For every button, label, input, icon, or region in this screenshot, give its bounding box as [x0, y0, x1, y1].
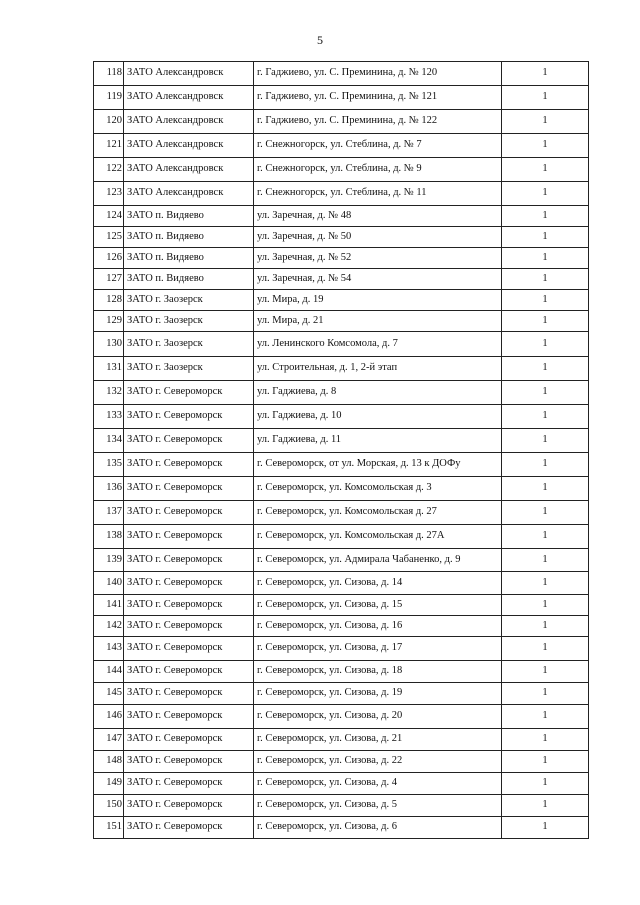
- organization-cell: ЗАТО г. Североморск: [124, 705, 254, 729]
- objects-table: [93, 61, 589, 839]
- quantity-cell: 1: [502, 269, 589, 290]
- quantity-cell: 1: [502, 549, 589, 572]
- row-number: 119: [94, 86, 124, 110]
- table-row: [94, 773, 589, 795]
- quantity-cell: 1: [502, 405, 589, 429]
- address-cell: г. Североморск, ул. Сизова, д. 18: [254, 661, 502, 683]
- organization-cell: ЗАТО г. Заозерск: [124, 357, 254, 381]
- table-row: [94, 525, 589, 549]
- organization-cell: ЗАТО г. Североморск: [124, 549, 254, 572]
- quantity-cell: 1: [502, 332, 589, 357]
- quantity-cell: 1: [502, 182, 589, 206]
- row-number: 122: [94, 158, 124, 182]
- address-cell: г. Североморск, ул. Комсомольская д. 27А: [254, 525, 502, 549]
- organization-cell: ЗАТО г. Североморск: [124, 817, 254, 839]
- table-row: [94, 290, 589, 311]
- quantity-cell: 1: [502, 453, 589, 477]
- quantity-cell: 1: [502, 248, 589, 269]
- organization-cell: ЗАТО п. Видяево: [124, 248, 254, 269]
- table-row: [94, 134, 589, 158]
- address-cell: ул. Строительная, д. 1, 2-й этап: [254, 357, 502, 381]
- row-number: 127: [94, 269, 124, 290]
- quantity-cell: 1: [502, 683, 589, 705]
- quantity-cell: 1: [502, 525, 589, 549]
- row-number: 143: [94, 637, 124, 661]
- quantity-cell: 1: [502, 817, 589, 839]
- table-row: [94, 405, 589, 429]
- address-cell: г. Североморск, ул. Сизова, д. 6: [254, 817, 502, 839]
- organization-cell: ЗАТО Александровск: [124, 134, 254, 158]
- table-row: [94, 182, 589, 206]
- address-cell: г. Гаджиево, ул. С. Преминина, д. № 120: [254, 62, 502, 86]
- row-number: 130: [94, 332, 124, 357]
- organization-cell: ЗАТО п. Видяево: [124, 269, 254, 290]
- table-row: [94, 501, 589, 525]
- row-number: 123: [94, 182, 124, 206]
- organization-cell: ЗАТО г. Североморск: [124, 773, 254, 795]
- row-number: 135: [94, 453, 124, 477]
- row-number: 118: [94, 62, 124, 86]
- row-number: 150: [94, 795, 124, 817]
- row-number: 138: [94, 525, 124, 549]
- address-cell: ул. Заречная, д. № 52: [254, 248, 502, 269]
- address-cell: ул. Ленинского Комсомола, д. 7: [254, 332, 502, 357]
- organization-cell: ЗАТО г. Заозерск: [124, 332, 254, 357]
- organization-cell: ЗАТО Александровск: [124, 182, 254, 206]
- quantity-cell: 1: [502, 501, 589, 525]
- row-number: 131: [94, 357, 124, 381]
- quantity-cell: 1: [502, 595, 589, 616]
- row-number: 149: [94, 773, 124, 795]
- row-number: 144: [94, 661, 124, 683]
- address-cell: г. Североморск, от ул. Морская, д. 13 к ДОФу: [254, 453, 502, 477]
- quantity-cell: 1: [502, 227, 589, 248]
- organization-cell: ЗАТО г. Заозерск: [124, 311, 254, 332]
- address-cell: г. Снежногорск, ул. Стеблина, д. № 11: [254, 182, 502, 206]
- quantity-cell: 1: [502, 86, 589, 110]
- row-number: 133: [94, 405, 124, 429]
- quantity-cell: 1: [502, 477, 589, 501]
- organization-cell: ЗАТО г. Североморск: [124, 453, 254, 477]
- address-cell: ул. Мира, д. 19: [254, 290, 502, 311]
- table-row: [94, 683, 589, 705]
- quantity-cell: 1: [502, 290, 589, 311]
- table-row: [94, 62, 589, 86]
- table-row: [94, 795, 589, 817]
- table-row: [94, 311, 589, 332]
- table-row: [94, 817, 589, 839]
- address-cell: ул. Заречная, д. № 48: [254, 206, 502, 227]
- table-row: [94, 595, 589, 616]
- address-cell: г. Североморск, ул. Сизова, д. 19: [254, 683, 502, 705]
- quantity-cell: 1: [502, 357, 589, 381]
- quantity-cell: 1: [502, 110, 589, 134]
- address-cell: г. Североморск, ул. Сизова, д. 15: [254, 595, 502, 616]
- address-cell: г. Североморск, ул. Сизова, д. 14: [254, 572, 502, 595]
- organization-cell: ЗАТО Александровск: [124, 62, 254, 86]
- quantity-cell: 1: [502, 795, 589, 817]
- organization-cell: ЗАТО г. Североморск: [124, 729, 254, 751]
- address-cell: г. Североморск, ул. Комсомольская д. 3: [254, 477, 502, 501]
- quantity-cell: 1: [502, 705, 589, 729]
- row-number: 134: [94, 429, 124, 453]
- table-row: [94, 751, 589, 773]
- quantity-cell: 1: [502, 158, 589, 182]
- row-number: 148: [94, 751, 124, 773]
- row-number: 120: [94, 110, 124, 134]
- row-number: 136: [94, 477, 124, 501]
- row-number: 145: [94, 683, 124, 705]
- row-number: 125: [94, 227, 124, 248]
- address-cell: г. Снежногорск, ул. Стеблина, д. № 7: [254, 134, 502, 158]
- organization-cell: ЗАТО г. Североморск: [124, 616, 254, 637]
- organization-cell: ЗАТО г. Североморск: [124, 405, 254, 429]
- table-row: [94, 616, 589, 637]
- table-row: [94, 248, 589, 269]
- address-cell: ул. Заречная, д. № 50: [254, 227, 502, 248]
- table-row: [94, 429, 589, 453]
- table-row: [94, 332, 589, 357]
- quantity-cell: 1: [502, 616, 589, 637]
- organization-cell: ЗАТО г. Североморск: [124, 795, 254, 817]
- quantity-cell: 1: [502, 661, 589, 683]
- quantity-cell: 1: [502, 381, 589, 405]
- organization-cell: ЗАТО г. Североморск: [124, 683, 254, 705]
- row-number: 140: [94, 572, 124, 595]
- table-row: [94, 269, 589, 290]
- organization-cell: ЗАТО г. Североморск: [124, 595, 254, 616]
- address-cell: ул. Гаджиева, д. 11: [254, 429, 502, 453]
- quantity-cell: 1: [502, 729, 589, 751]
- table-row: [94, 158, 589, 182]
- row-number: 128: [94, 290, 124, 311]
- address-cell: г. Североморск, ул. Сизова, д. 16: [254, 616, 502, 637]
- page-number: 5: [317, 33, 323, 47]
- organization-cell: ЗАТО Александровск: [124, 158, 254, 182]
- address-cell: г. Североморск, ул. Сизова, д. 5: [254, 795, 502, 817]
- organization-cell: ЗАТО г. Североморск: [124, 751, 254, 773]
- organization-cell: ЗАТО г. Североморск: [124, 637, 254, 661]
- address-cell: ул. Гаджиева, д. 10: [254, 405, 502, 429]
- table-row: [94, 110, 589, 134]
- organization-cell: ЗАТО г. Североморск: [124, 661, 254, 683]
- address-cell: ул. Мира, д. 21: [254, 311, 502, 332]
- quantity-cell: 1: [502, 773, 589, 795]
- table-row: [94, 381, 589, 405]
- organization-cell: ЗАТО Александровск: [124, 110, 254, 134]
- quantity-cell: 1: [502, 62, 589, 86]
- quantity-cell: 1: [502, 429, 589, 453]
- row-number: 129: [94, 311, 124, 332]
- address-cell: г. Североморск, ул. Сизова, д. 17: [254, 637, 502, 661]
- row-number: 146: [94, 705, 124, 729]
- address-cell: г. Североморск, ул. Адмирала Чабаненко, д. 9: [254, 549, 502, 572]
- row-number: 142: [94, 616, 124, 637]
- row-number: 124: [94, 206, 124, 227]
- table-row: [94, 477, 589, 501]
- table-row: [94, 549, 589, 572]
- organization-cell: ЗАТО п. Видяево: [124, 227, 254, 248]
- address-cell: г. Гаджиево, ул. С. Преминина, д. № 121: [254, 86, 502, 110]
- organization-cell: ЗАТО г. Североморск: [124, 525, 254, 549]
- table-row: [94, 227, 589, 248]
- table-row: [94, 206, 589, 227]
- row-number: 147: [94, 729, 124, 751]
- address-cell: г. Североморск, ул. Комсомольская д. 27: [254, 501, 502, 525]
- organization-cell: ЗАТО г. Заозерск: [124, 290, 254, 311]
- row-number: 141: [94, 595, 124, 616]
- quantity-cell: 1: [502, 751, 589, 773]
- table-row: [94, 453, 589, 477]
- table-row: [94, 661, 589, 683]
- address-cell: г. Гаджиево, ул. С. Преминина, д. № 122: [254, 110, 502, 134]
- quantity-cell: 1: [502, 311, 589, 332]
- organization-cell: ЗАТО г. Североморск: [124, 381, 254, 405]
- table-row: [94, 705, 589, 729]
- table-row: [94, 637, 589, 661]
- address-cell: ул. Заречная, д. № 54: [254, 269, 502, 290]
- quantity-cell: 1: [502, 134, 589, 158]
- organization-cell: ЗАТО г. Североморск: [124, 429, 254, 453]
- row-number: 132: [94, 381, 124, 405]
- organization-cell: ЗАТО Александровск: [124, 86, 254, 110]
- address-cell: ул. Гаджиева, д. 8: [254, 381, 502, 405]
- address-cell: г. Североморск, ул. Сизова, д. 4: [254, 773, 502, 795]
- address-cell: г. Североморск, ул. Сизова, д. 21: [254, 729, 502, 751]
- table-row: [94, 86, 589, 110]
- table-row: [94, 357, 589, 381]
- organization-cell: ЗАТО п. Видяево: [124, 206, 254, 227]
- quantity-cell: 1: [502, 206, 589, 227]
- address-cell: г. Североморск, ул. Сизова, д. 20: [254, 705, 502, 729]
- row-number: 137: [94, 501, 124, 525]
- table-row: [94, 729, 589, 751]
- organization-cell: ЗАТО г. Североморск: [124, 572, 254, 595]
- table-body: [94, 62, 589, 839]
- organization-cell: ЗАТО г. Североморск: [124, 477, 254, 501]
- row-number: 151: [94, 817, 124, 839]
- address-cell: г. Североморск, ул. Сизова, д. 22: [254, 751, 502, 773]
- organization-cell: ЗАТО г. Североморск: [124, 501, 254, 525]
- row-number: 126: [94, 248, 124, 269]
- address-cell: г. Снежногорск, ул. Стеблина, д. № 9: [254, 158, 502, 182]
- row-number: 139: [94, 549, 124, 572]
- table-row: [94, 572, 589, 595]
- row-number: 121: [94, 134, 124, 158]
- quantity-cell: 1: [502, 572, 589, 595]
- quantity-cell: 1: [502, 637, 589, 661]
